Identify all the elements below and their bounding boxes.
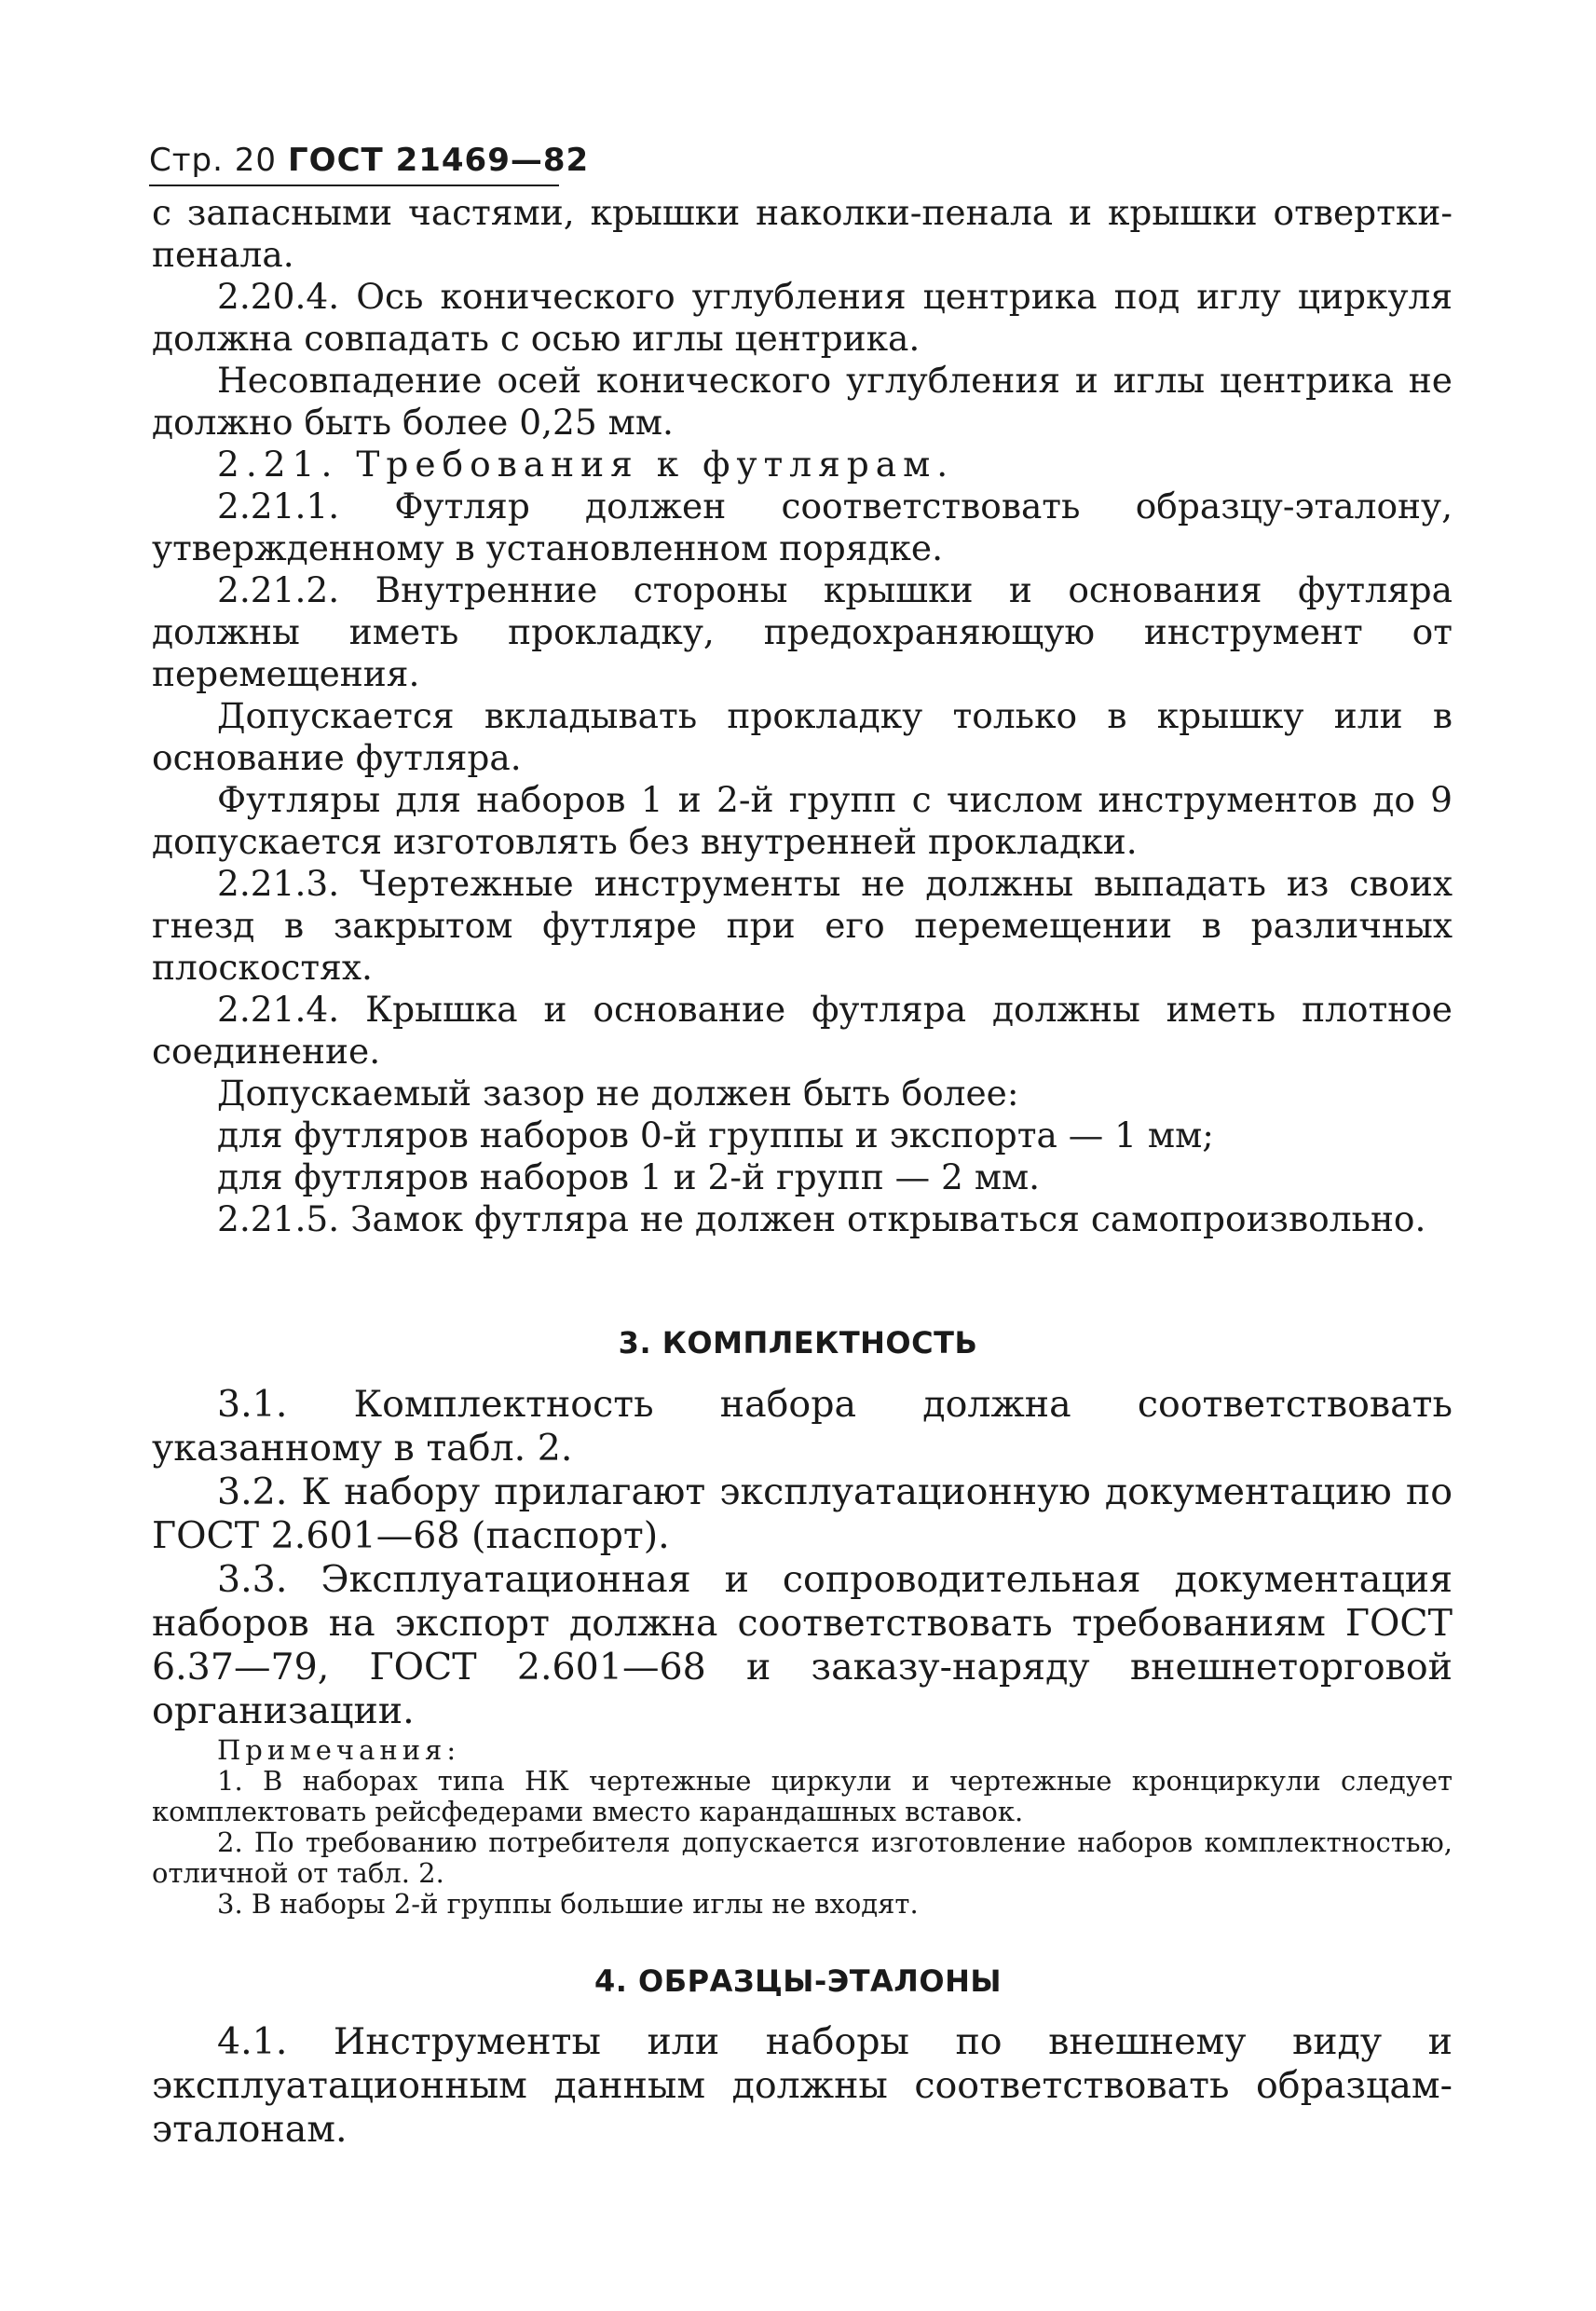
- paragraph-3-1: 3.1. Комплектность набора должна соответствовать указанному в табл. 2.: [152, 1383, 1453, 1470]
- paragraph: Футляры для наборов 1 и 2-й групп с числом инструментов до 9 допускается изготовлять без внутренней прокладки.: [152, 779, 1453, 862]
- paragraph-2-21-4: 2.21.4. Крышка и основание футляра должны иметь плотное соединение.: [152, 989, 1453, 1072]
- paragraph-2-21-3: 2.21.3. Чертежные инструменты не должны выпадать из своих гнезд в закрытом футляре при его перемещении в различных плоскостях.: [152, 863, 1453, 988]
- paragraph-3-3: 3.3. Эксплуатационная и сопроводительная документация наборов на экспорт должна соответствовать требованиям ГОСТ 6.37—79, ГОСТ 2.601—68 и заказу-наряду внешнеторговой организации.: [152, 1558, 1453, 1732]
- paragraph-4-1: 4.1. Инструменты или наборы по внешнему виду и эксплуатационным данным должны соответствовать образцам-эталонам.: [152, 2020, 1453, 2151]
- notes-heading: Примечания:: [217, 1734, 461, 1766]
- paragraph: с запасными частями, крышки наколки-пенала и крышки отвертки-пенала.: [152, 192, 1453, 275]
- paragraph-2-21-1: 2.21.1. Футляр должен соответствовать образцу-эталону, утвержденному в установленном порядке.: [152, 485, 1453, 568]
- list-item: для футляров наборов 1 и 2-й групп — 2 мм.: [217, 1156, 1041, 1197]
- page-header: [149, 142, 589, 179]
- paragraph-2-21-5: 2.21.5. Замок футляра не должен открываться самопроизвольно.: [217, 1198, 1426, 1239]
- section-3-body: [152, 1383, 1453, 1733]
- note-item: 2. По требованию потребителя допускается изготовление наборов комплектностью, отличной от табл. 2.: [152, 1826, 1453, 1889]
- section-3-notes: [152, 1735, 1453, 1920]
- note-item: 3. В наборы 2-й группы большие иглы не входят.: [217, 1888, 919, 1920]
- paragraph: Несовпадение осей конического углубления и иглы центрика не должно быть более 0,25 мм.: [152, 360, 1453, 443]
- page-number: Стр. 20: [149, 142, 278, 179]
- header-rule: [149, 185, 559, 186]
- standard-designation: ГОСТ 21469—82: [288, 142, 590, 179]
- section-4-body: [152, 2020, 1453, 2152]
- section-3-title: 3. КОМПЛЕКТНОСТЬ: [618, 1325, 978, 1361]
- paragraph-3-2: 3.2. К набору прилагают эксплуатационную документацию по ГОСТ 2.601—68 (паспорт).: [152, 1470, 1453, 1557]
- paragraph: Допускается вкладывать прокладку только в крышку или в основание футляра.: [152, 695, 1453, 778]
- paragraph: Допускаемый зазор не должен быть более:: [217, 1073, 1019, 1114]
- section-4-title: 4. ОБРАЗЦЫ-ЭТАЛОНЫ: [593, 1963, 1003, 1999]
- paragraph-2-20-4: 2.20.4. Ось конического углубления центрика под иглу циркуля должна совпадать с осью иглы центрика.: [152, 276, 1453, 359]
- subsection-heading-2-21: 2.21. Требования к футлярам.: [217, 444, 955, 485]
- note-item: 1. В наборах типа НК чертежные циркули и чертежные кронциркули следует комплектовать рейсфедерами вместо карандашных вставок.: [152, 1765, 1453, 1827]
- paragraph-2-21-2: 2.21.2. Внутренние стороны крышки и основания футляра должны иметь прокладку, предохраняющую инструмент от перемещения.: [152, 569, 1453, 694]
- list-item: для футляров наборов 0-й группы и экспорта — 1 мм;: [217, 1114, 1214, 1156]
- section-2-continuation: [152, 192, 1453, 1240]
